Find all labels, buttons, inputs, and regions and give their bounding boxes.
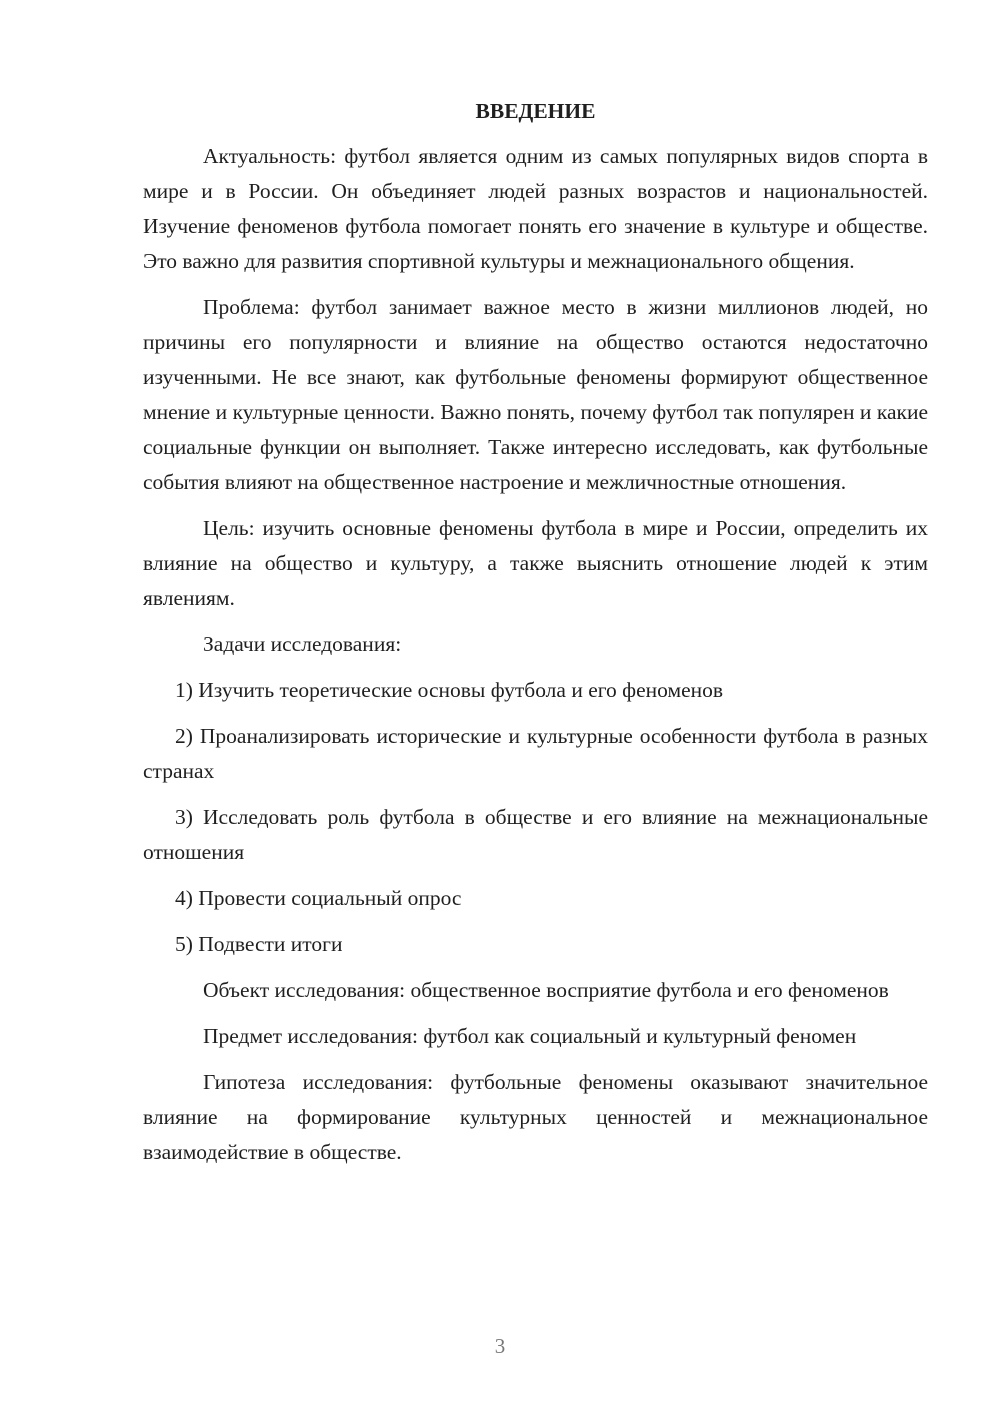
task-item: 1) Изучить теоретические основы футбола и его феноменов [175,678,724,702]
tasks-heading: Задачи исследования: [203,632,402,656]
relevance-paragraph: Актуальность: футбол является одним из самых популярных видов спорта в мире и в России. Он объединяет людей разных возрастов и национальностей. Изучение феноменов футбола помогает понять его значение в культуре и обществе. Это важно для развития спортивной культуры и межнационального общения. [143,144,928,273]
object-paragraph: Объект исследования: общественное восприятие футбола и его феноменов [203,978,889,1002]
page-number: 3 [494,1334,506,1358]
document-page [143,96,928,1181]
goal-paragraph: Цель: изучить основные феномены футбола в мире и России, определить их влияние на общество и культуру, а также выяснить отношение людей к этим явлениям. [143,516,928,610]
task-item: 3) Исследовать роль футбола в обществе и его влияние на межнациональные отношения [143,805,928,864]
problem-paragraph: Проблема: футбол занимает важное место в жизни миллионов людей, но причины его популярности и влияние на общество остаются недостаточно изученными. Не все знают, как футбольные феномены формируют общественное мнение и культурные ценности. Важно понять, почему футбол так популярен и какие социальные функции он выполняет. Также интересно исследовать, как футбольные события влияют на общественное настроение и межличностные отношения. [143,295,928,494]
subject-paragraph: Предмет исследования: футбол как социальный и культурный феномен [203,1024,857,1048]
task-item: 4) Провести социальный опрос [175,886,462,910]
task-item: 2) Проанализировать исторические и культурные особенности футбола в разных странах [143,724,928,783]
task-item: 5) Подвести итоги [175,932,343,956]
section-title: ВВЕДЕНИЕ [475,99,596,123]
hypothesis-paragraph: Гипотеза исследования: футбольные феномены оказывают значительное влияние на формирование культурных ценностей и межнациональное взаимодействие в обществе. [143,1070,928,1164]
